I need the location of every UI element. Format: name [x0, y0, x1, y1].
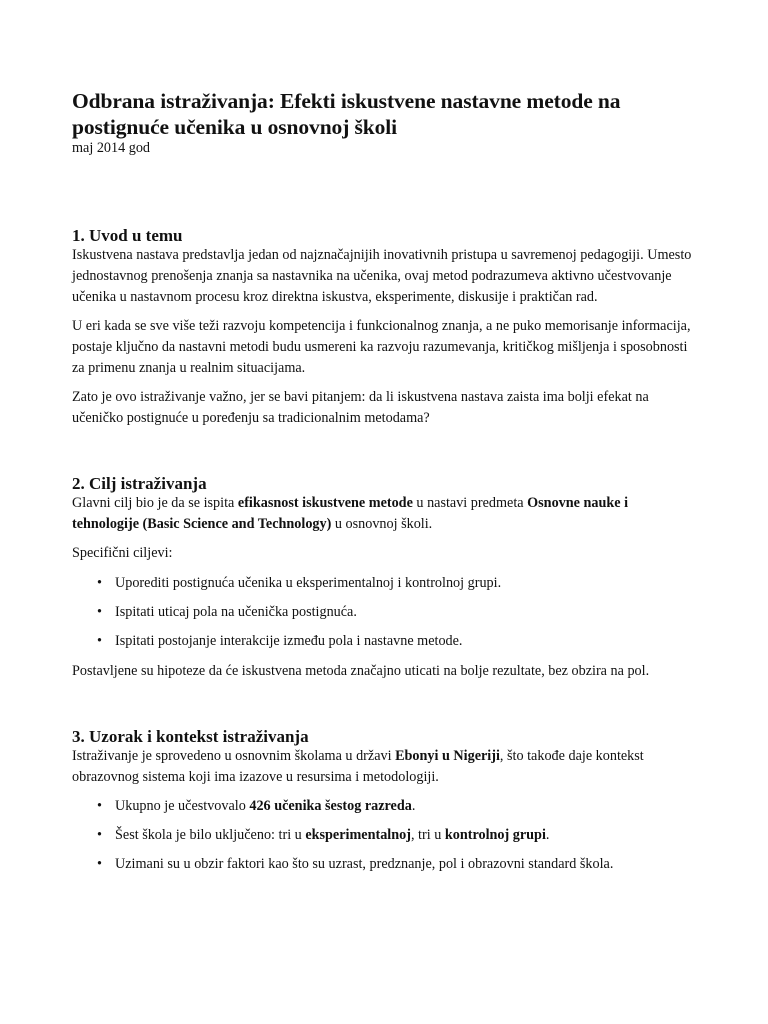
sample-text: Ukupno je učestvovalo — [115, 798, 250, 814]
document-page — [72, 88, 696, 875]
sample-text: , tri u — [410, 827, 445, 843]
document-date: maj 2014 god — [72, 140, 151, 156]
intro-paragraph-2: U eri kada se sve više teži razvoju kompetencija i funkcionalnog znanja, a ne puko memorisanje informacija, postaje ključno da nastavni metodi budu usmereni ka razvoju razumevanja, kritičkog mišljenja i sposobnosti za primenu znanja u realnim situacijama. — [72, 318, 691, 376]
goal-emphasis-subject: Osnovne nauke i tehnologije (Basic Science and Technology) — [72, 495, 629, 532]
sample-emphasis-count: 426 učenika šestog razreda — [249, 798, 412, 814]
intro-paragraph-1: Iskustvena nastava predstavlja jedan od najznačajnijih inovativnih pristupa u savremenoj pedagogiji. Umesto jednostavnog prenošenja znanja sa nastavnika na učenika, ovaj metod podrazumeva aktivno učestvovanje učenika u nastavnom procesu kroz direktna iskustva, eksperimente, diskusije i praktičan rad. — [72, 247, 692, 305]
section-heading-sample: 3. Uzorak i kontekst istraživanja — [72, 727, 309, 746]
list-item: • Uzimani su u obzir faktori kao što su uzrast, predznanje, pol i obrazovni standard škola. — [72, 854, 696, 875]
section-heading-goal: 2. Cilj istraživanja — [72, 474, 207, 493]
goal-specific-label: Specifični ciljevi: — [72, 545, 173, 561]
list-item: • Ispitati postojanje interakcije između pola i nastavne metode. — [72, 631, 696, 652]
goal-text: u nastavi predmeta — [412, 495, 528, 511]
sample-paragraph-1 — [72, 746, 696, 788]
goal-paragraph-hypothesis: Postavljene su hipoteze da će iskustvena metoda značajno uticati na bolje rezultate, bez obzira na pol. — [72, 663, 650, 679]
section-heading-intro: 1. Uvod u temu — [72, 226, 183, 245]
goal-bullet-list — [72, 573, 696, 652]
list-item: • Uporediti postignuća učenika u eksperimentalnoj i kontrolnoj grupi. — [72, 573, 696, 594]
list-item — [72, 796, 696, 817]
goal-paragraph-1 — [72, 493, 696, 535]
sample-emphasis-location: Ebonyi u Nigeriji — [395, 748, 500, 764]
list-item: • Ispitati uticaj pola na učenička postignuća. — [72, 602, 696, 623]
sample-text: . — [411, 798, 416, 814]
sample-bullet-list — [72, 796, 696, 875]
document-title: Odbrana istraživanja: Efekti iskustvene nastavne metode na postignuće učenika u osnovnoj školi — [72, 89, 621, 139]
list-item — [72, 825, 696, 846]
sample-text: , što takođe daje kontekst obrazovnog sistema koji ima izazove u resursima i metodologiji. — [72, 748, 644, 785]
sample-text: Istraživanje je sprovedeno u osnovnim školama u državi — [72, 748, 396, 764]
sample-text: Šest škola je bilo uključeno: tri u — [115, 827, 306, 843]
sample-emphasis-control: kontrolnoj grupi — [444, 827, 546, 843]
goal-text: u osnovnoj školi. — [331, 516, 433, 532]
sample-emphasis-experimental: eksperimentalnoj — [305, 827, 411, 843]
sample-text: . — [545, 827, 550, 843]
goal-text: Glavni cilj bio je da se ispita — [72, 495, 238, 511]
intro-paragraph-3: Zato je ovo istraživanje važno, jer se bavi pitanjem: da li iskustvena nastava zaista ima bolji efekat na učeničko postignuće u poređenju sa tradicionalnim metodama? — [72, 389, 649, 426]
goal-emphasis-method: efikasnost iskustvene metode — [237, 495, 413, 511]
